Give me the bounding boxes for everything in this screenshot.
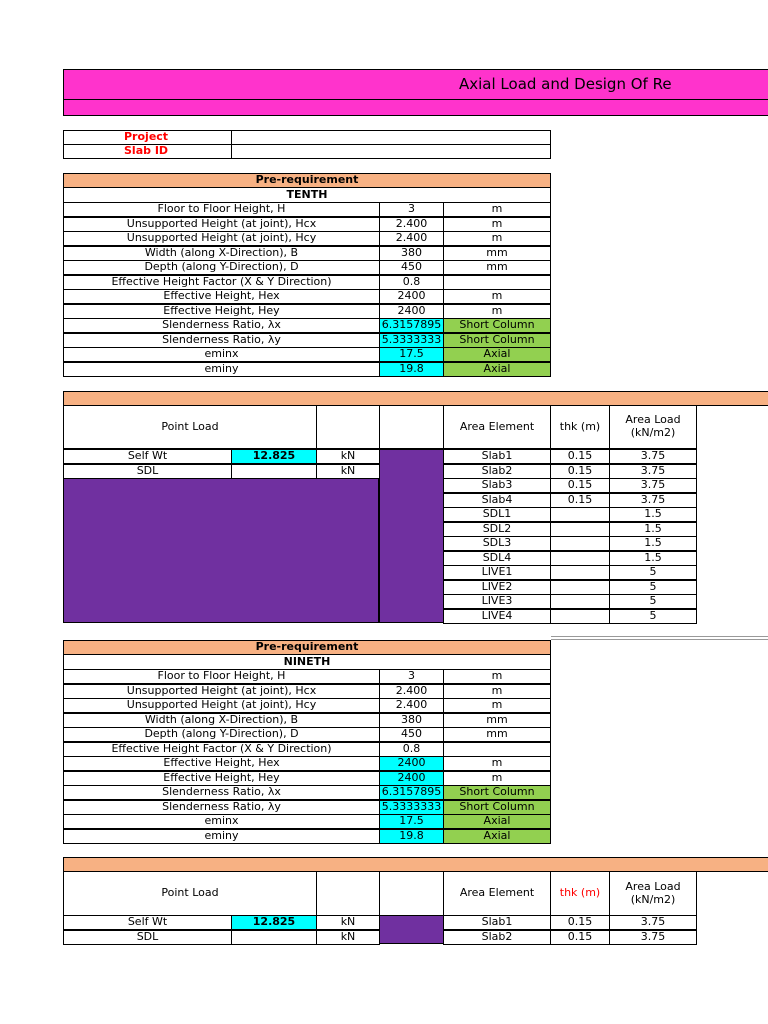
section1-row-value[interactable]: 0.8 <box>379 275 444 290</box>
loads2-area-thk[interactable]: 0.15 <box>550 930 610 945</box>
section1-row-value[interactable]: 450 <box>379 260 444 275</box>
section2-row-unit: m <box>443 771 551 786</box>
loads1-area-element: SDL3 <box>443 536 551 551</box>
section2-row-value[interactable]: 0.8 <box>379 742 444 757</box>
section1-row-unit: m <box>443 289 551 304</box>
loads1-area-element: LIVE3 <box>443 594 551 609</box>
section1-row-unit: Axial <box>443 362 551 377</box>
loads1-area-element: LIVE2 <box>443 580 551 595</box>
section1-row-label: Unsupported Height (at joint), Hcx <box>63 217 380 232</box>
loads1-area-load[interactable]: 5 <box>609 580 697 595</box>
section1-row-value[interactable]: 2400 <box>379 304 444 319</box>
section2-header: Pre-requirement <box>63 640 551 655</box>
loads1-area-thk[interactable] <box>550 522 610 537</box>
section1-row-unit: m <box>443 231 551 246</box>
section2-row-value[interactable]: 17.5 <box>379 814 444 829</box>
section1-row-label: eminx <box>63 347 380 362</box>
section2-row-unit: m <box>443 756 551 771</box>
section2-row-label: Effective Height Factor (X & Y Direction) <box>63 742 380 757</box>
section1-row-unit: mm <box>443 246 551 261</box>
section1-row-label: Width (along X-Direction), B <box>63 246 380 261</box>
section1-row-label: Effective Height Factor (X & Y Direction) <box>63 275 380 290</box>
loads1-area-load[interactable]: 1.5 <box>609 522 697 537</box>
loads2-band <box>63 857 768 872</box>
loads1-area-thk[interactable] <box>550 507 610 522</box>
loads2-area-element: Slab2 <box>443 930 551 945</box>
section1-row-unit <box>443 275 551 290</box>
loads1-area-thk[interactable]: 0.15 <box>550 478 610 493</box>
section1-row-unit: Axial <box>443 347 551 362</box>
loads1-area-element: SDL4 <box>443 551 551 566</box>
section1-floor: TENTH <box>63 187 551 203</box>
section1-header: Pre-requirement <box>63 173 551 188</box>
loads1-point-unit: kN <box>316 449 380 464</box>
loads2-area-load-header: Area Load (kN/m2) <box>609 871 697 916</box>
loads1-area-element: Slab2 <box>443 464 551 479</box>
loads1-area-load-header: Area Load (kN/m2) <box>609 405 697 449</box>
section1-row-value[interactable]: 5.3333333 <box>379 333 444 348</box>
section2-row-value[interactable]: 3 <box>379 669 444 684</box>
project-value[interactable] <box>231 130 551 145</box>
loads1-area-element: SDL1 <box>443 507 551 522</box>
section2-row-label: Unsupported Height (at joint), Hcy <box>63 698 380 713</box>
section1-row-label: Floor to Floor Height, H <box>63 202 380 217</box>
loads1-area-load[interactable]: 1.5 <box>609 507 697 522</box>
loads2-area-element-header: Area Element <box>443 871 551 916</box>
section1-row-unit: m <box>443 202 551 217</box>
loads1-area-thk[interactable] <box>550 565 610 580</box>
section2-row-value[interactable]: 6.3157895 <box>379 785 444 800</box>
project-label: Project <box>63 130 232 145</box>
loads2-point-value[interactable]: 12.825 <box>231 915 317 930</box>
section1-row-unit: Short Column <box>443 333 551 348</box>
section1-row-label: Effective Height, Hex <box>63 289 380 304</box>
loads1-area-element: LIVE1 <box>443 565 551 580</box>
section2-floor: NINETH <box>63 654 551 670</box>
section2-row-unit: m <box>443 698 551 713</box>
section1-row-unit: mm <box>443 260 551 275</box>
section1-row-label: Slenderness Ratio, λy <box>63 333 380 348</box>
loads2-point-value[interactable] <box>231 930 317 945</box>
loads1-area-element: Slab1 <box>443 449 551 464</box>
section2-row-value[interactable]: 2.400 <box>379 698 444 713</box>
loads1-area-element: Slab4 <box>443 493 551 508</box>
loads1-area-load[interactable]: 5 <box>609 565 697 580</box>
section1-row-value[interactable]: 2.400 <box>379 231 444 246</box>
loads1-band <box>63 391 768 406</box>
section1-row-value[interactable]: 380 <box>379 246 444 261</box>
section2-row-value[interactable]: 5.3333333 <box>379 800 444 815</box>
loads1-area-thk[interactable] <box>550 551 610 566</box>
loads1-blank-header-2 <box>379 405 444 449</box>
loads1-area-element: LIVE4 <box>443 609 551 624</box>
loads1-purple-left <box>63 478 379 623</box>
loads2-thk-header: thk (m) <box>550 871 610 916</box>
loads1-thk-header: thk (m) <box>550 405 610 449</box>
loads1-area-load[interactable]: 3.75 <box>609 493 697 508</box>
section1-row-label: Depth (along Y-Direction), D <box>63 260 380 275</box>
loads1-area-load[interactable]: 5 <box>609 594 697 609</box>
section2-row-value[interactable]: 380 <box>379 713 444 728</box>
section2-row-label: Slenderness Ratio, λy <box>63 800 380 815</box>
section1-row-label: eminy <box>63 362 380 377</box>
loads1-area-load[interactable]: 5 <box>609 609 697 624</box>
section1-row-label: Unsupported Height (at joint), Hcy <box>63 231 380 246</box>
loads1-area-load[interactable]: 3.75 <box>609 464 697 479</box>
loads1-point-value[interactable] <box>231 464 317 479</box>
loads2-area-thk[interactable]: 0.15 <box>550 915 610 930</box>
loads1-area-thk[interactable] <box>550 580 610 595</box>
loads2-area-element: Slab1 <box>443 915 551 930</box>
loads1-area-thk[interactable]: 0.15 <box>550 493 610 508</box>
section2-row-value[interactable]: 2400 <box>379 756 444 771</box>
section1-row-value[interactable]: 17.5 <box>379 347 444 362</box>
section1-row-value[interactable]: 6.3157895 <box>379 318 444 333</box>
section2-row-unit <box>443 742 551 757</box>
section2-row-unit: mm <box>443 713 551 728</box>
section2-row-value[interactable]: 450 <box>379 727 444 742</box>
section1-row-unit: Short Column <box>443 318 551 333</box>
section2-row-unit: m <box>443 669 551 684</box>
loads1-point-load-header: Point Load <box>63 405 317 449</box>
loads2-blank-header-2 <box>379 871 444 916</box>
section2-row-label: Slenderness Ratio, λx <box>63 785 380 800</box>
loads1-area-thk[interactable] <box>550 594 610 609</box>
section2-row-label: Floor to Floor Height, H <box>63 669 380 684</box>
loads2-point-load-header: Point Load <box>63 871 317 916</box>
loads1-area-element: SDL2 <box>443 522 551 537</box>
section2-row-label: Unsupported Height (at joint), Hcx <box>63 684 380 699</box>
section2-row-label: Width (along X-Direction), B <box>63 713 380 728</box>
section1-row-value[interactable]: 3 <box>379 202 444 217</box>
loads1-point-value[interactable]: 12.825 <box>231 449 317 464</box>
loads1-area-thk[interactable] <box>550 609 610 624</box>
loads2-point-label: Self Wt <box>63 915 232 930</box>
section1-row-value[interactable]: 2400 <box>379 289 444 304</box>
section2-row-unit: Short Column <box>443 785 551 800</box>
loads1-area-load[interactable]: 1.5 <box>609 536 697 551</box>
loads1-area-load[interactable]: 3.75 <box>609 478 697 493</box>
section2-row-label: Effective Height, Hex <box>63 756 380 771</box>
section2-row-value[interactable]: 2400 <box>379 771 444 786</box>
slab-id-value[interactable] <box>231 144 551 159</box>
loads2-point-label: SDL <box>63 930 232 945</box>
loads1-area-load[interactable]: 1.5 <box>609 551 697 566</box>
loads1-point-unit: kN <box>316 464 380 479</box>
title-band <box>63 69 768 100</box>
loads1-area-element-header: Area Element <box>443 405 551 449</box>
section2-row-value[interactable]: 2.400 <box>379 684 444 699</box>
section2-row-unit: mm <box>443 727 551 742</box>
section1-row-label: Effective Height, Hey <box>63 304 380 319</box>
section2-row-unit: Axial <box>443 829 551 844</box>
sheet-title: Axial Load and Design Of Re <box>459 74 672 93</box>
section2-row-unit: m <box>443 684 551 699</box>
slab-id-label: Slab ID <box>63 144 232 159</box>
loads1-area-thk[interactable]: 0.15 <box>550 449 610 464</box>
loads1-area-element: Slab3 <box>443 478 551 493</box>
loads1-point-label: Self Wt <box>63 449 232 464</box>
loads1-area-thk[interactable] <box>550 536 610 551</box>
loads2-point-unit: kN <box>316 915 380 930</box>
loads2-blank-header-1 <box>316 871 380 916</box>
loads1-divider-line <box>551 636 768 640</box>
section1-row-unit: m <box>443 217 551 232</box>
section2-row-value[interactable]: 19.8 <box>379 829 444 844</box>
section1-row-value[interactable]: 19.8 <box>379 362 444 377</box>
loads1-purple-right <box>379 449 444 623</box>
loads2-point-unit: kN <box>316 930 380 945</box>
title-subband <box>63 99 768 116</box>
section2-row-unit: Short Column <box>443 800 551 815</box>
loads1-point-label: SDL <box>63 464 232 479</box>
section2-row-label: eminy <box>63 829 380 844</box>
section2-row-unit: Axial <box>443 814 551 829</box>
section1-row-label: Slenderness Ratio, λx <box>63 318 380 333</box>
loads1-area-load[interactable]: 3.75 <box>609 449 697 464</box>
loads1-area-thk[interactable]: 0.15 <box>550 464 610 479</box>
section2-row-label: eminx <box>63 814 380 829</box>
section1-row-value[interactable]: 2.400 <box>379 217 444 232</box>
loads1-blank-header-1 <box>316 405 380 449</box>
section2-row-label: Effective Height, Hey <box>63 771 380 786</box>
loads2-purple-right <box>379 915 444 944</box>
section1-row-unit: m <box>443 304 551 319</box>
loads2-area-load[interactable]: 3.75 <box>609 930 697 945</box>
loads2-area-load[interactable]: 3.75 <box>609 915 697 930</box>
section2-row-label: Depth (along Y-Direction), D <box>63 727 380 742</box>
